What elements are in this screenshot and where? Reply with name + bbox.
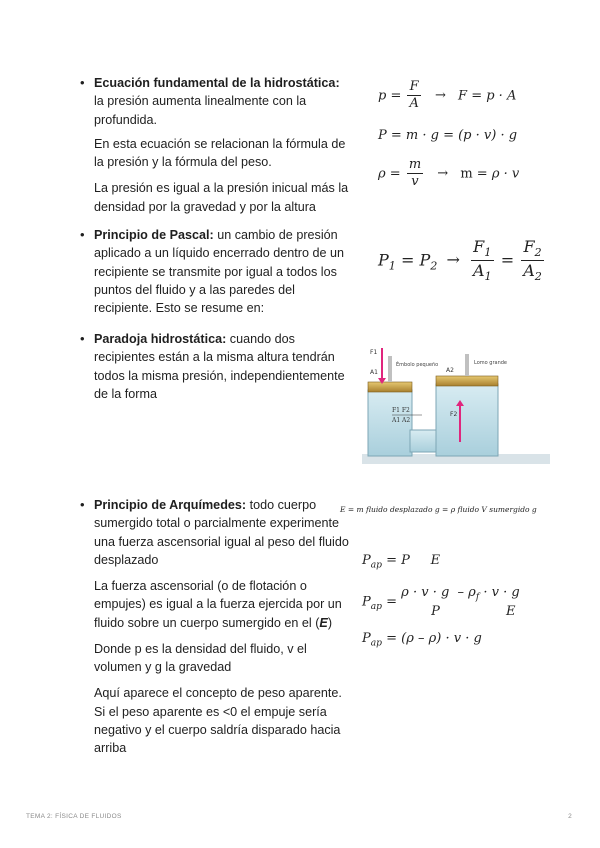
hidrostatica-title: Ecuación fundamental de la hidrostática [94,76,336,90]
figure-eq-bottom: A1 A2 [392,417,411,424]
paradoja-title: Paradoja hidrostática [94,332,223,346]
section-paradoja [80,330,350,411]
formula-weight: P = m · g = (p · v) · g [378,128,518,143]
formula-apparent-weight-1: $P_{ap} = P$ E [362,553,441,571]
bullet-item: • Paradoja hidrostática: cuando dos recipientes están a la misma altura tendrán todos la misma presión, independientemente de la forma [80,331,345,401]
hidrostatica-intro: la presión aumenta linealmente con la profundida. [94,94,307,127]
formula-archimedes: E = m fluido desplazado g = ρ fluido V sumergido g [340,505,537,514]
arquimedes-p3: Donde p es la densidad del fluido, v el volumen y g la gravedad [94,641,307,674]
page-number: 2 [568,813,572,820]
bullet-icon: • [80,497,85,512]
connecting-pipe [410,430,438,452]
right-cylinder [436,384,498,456]
left-piston [368,382,412,392]
bullet-icon: • [80,75,85,90]
bullet-icon: • [80,331,85,346]
formula-apparent-weight-2: $P_{ap}$ = $\rho \cdot v \cdot g - \rho_f \cdot v \cdot g$ P E [362,585,520,619]
formula-pascal: $P_1 = P_2$ → $\frac{F_1}{A_1}$ = $\frac{F_2}{A_2}$ [378,237,542,284]
label-a2: A2 [446,367,454,374]
right-piston [436,376,498,386]
arquimedes-title: Principio de Arquímedes [94,498,242,512]
pascal-text: un cambio de presión aplicado a un líquido encerrado dentro de un recipiente se transmite por igual a todos los puntos del fluido y a las paredes del recipiente. Esto se resume en: [94,228,344,315]
formula-pressure: p = $\frac{F}{A}$ → F = p · A [378,79,517,111]
label-f1: F1 [370,349,378,356]
section-hidrostatica [80,74,350,224]
hydraulic-press-figure [362,342,550,464]
bullet-item: • Principio de Arquímedes: todo cuerpo sumergido total o parcialmente experimente una fuerza ascensorial igual al peso del fluido desplazado La fuerza ascensorial (o de flotación o empujes) es igual a la fuerza ejercida por un fluido sobre un cuerpo sumergido en el (E) Donde p es la densidad del fluido, v el volumen y g la gravedad Aquí aparece el concepto de peso aparente. Si el peso aparente es <0 el empuje sería negativo y el cuerpo saldría disparado hacia arriba [80,496,350,757]
bullet-icon: • [80,227,85,242]
bullet-item: • Principio de Pascal: un cambio de presión aplicado a un líquido encerrado dentro de un recipiente se transmite por igual a todos los puntos del fluido y a las paredes del recipiente. Esto se resume en: [80,227,344,315]
figure-eq-top: F1 F2 [392,407,410,414]
pascal-title: Principio de Pascal [94,228,210,242]
bullet-item: • Ecuación fundamental de la hidrostática: la presión aumenta linealmente con la profundida. En esta ecuación se relacionan la fórmula de la presión y la fórmula del peso. La presión es igual a la presión inicual más la densidad por la gravedad y por la altura [80,74,350,216]
section-arquimedes [80,496,350,765]
arquimedes-p2: La fuerza ascensorial (o de flotación o empujes) es igual a la fuerza ejercida por un fluido sobre un cuerpo sumergido en el (E) [94,579,342,630]
label-f2: F2 [450,411,458,418]
hidrostatica-p3: La presión es igual a la presión inicual más la densidad por la gravedad y por la altura [94,181,349,214]
label-small-piston: Émbolo pequeño [396,362,439,368]
label-a1: A1 [370,369,378,376]
arquimedes-intro: todo cuerpo sumergido total o parcialmente experimente una fuerza ascensorial igual al peso del fluido desplazado [94,498,349,567]
formula-density: ρ = $\frac{m}{v}$ → m = ρ · v [378,157,520,189]
section-pascal [80,226,350,325]
paradoja-text: cuando dos recipientes están a la misma altura tendrán todos la misma presión, independientemente de la forma [94,332,345,401]
label-large-piston: Lomo grande [474,360,507,366]
footer-title: TEMA 2: FÍSICA DE FLUIDOS [26,813,122,820]
arquimedes-p4: Aquí aparece el concepto de peso aparente. Si el peso aparente es <0 el empuje sería negativo y el cuerpo saldría disparado hacia arriba [94,686,342,755]
formula-apparent-weight-3: $P_{ap} = (\rho - \rho) \cdot v \cdot g$ [362,631,482,649]
hidrostatica-p2: En esta ecuación se relacionan la fórmula de la presión y la fórmula del peso. [94,136,346,169]
